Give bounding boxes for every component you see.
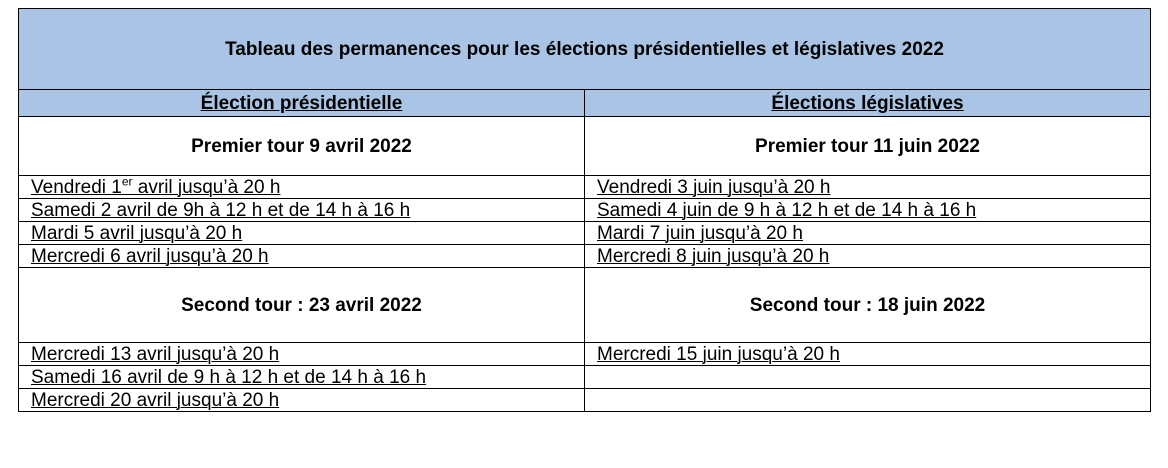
legislatives-first-round-date-3: Mardi 7 juin jusqu’à 20 h <box>585 222 1151 245</box>
presidentielle-first-round-date-4: Mercredi 6 avril jusqu’à 20 h <box>19 245 585 268</box>
legislatives-second-round-date-1: Mercredi 15 juin jusqu’à 20 h <box>585 343 1151 366</box>
presidentielle-second-round-date-3: Mercredi 20 avril jusqu’à 20 h <box>19 389 585 412</box>
presidentielle-first-round-date-2: Samedi 2 avril de 9h à 12 h et de 14 h à 16 h <box>19 199 585 222</box>
permanences-table <box>18 8 1151 412</box>
table-row <box>19 366 1151 389</box>
table-row <box>19 343 1151 366</box>
legislatives-first-round-label: Premier tour 11 juin 2022 <box>585 117 1151 176</box>
second-round-heading-row <box>19 268 1151 343</box>
presidentielle-second-round-date-2: Samedi 16 avril de 9 h à 12 h et de 14 h à 16 h <box>19 366 585 389</box>
legislatives-first-round-date-1: Vendredi 3 juin jusqu’à 20 h <box>585 176 1151 199</box>
table-row <box>19 389 1151 412</box>
presidentielle-first-round-date-1 <box>19 176 585 199</box>
empty-cell <box>585 389 1151 412</box>
ordinal-suffix: er <box>121 175 133 189</box>
table-row <box>19 176 1151 199</box>
table-title: Tableau des permanences pour les élections présidentielles et législatives 2022 <box>19 9 1151 90</box>
empty-cell <box>585 366 1151 389</box>
table-row <box>19 222 1151 245</box>
legislatives-second-round-label: Second tour : 18 juin 2022 <box>585 268 1151 343</box>
heading-presidentielle: Élection présidentielle <box>19 90 585 117</box>
column-heading-row <box>19 90 1151 117</box>
table-row <box>19 199 1151 222</box>
heading-legislatives: Élections législatives <box>585 90 1151 117</box>
date-text-rest: avril jusqu’à 20 h <box>132 176 281 198</box>
title-row <box>19 9 1151 90</box>
presidentielle-first-round-label: Premier tour 9 avril 2022 <box>19 117 585 176</box>
legislatives-first-round-date-2: Samedi 4 juin de 9 h à 12 h et de 14 h à 16 h <box>585 199 1151 222</box>
legislatives-first-round-date-4: Mercredi 8 juin jusqu’à 20 h <box>585 245 1151 268</box>
presidentielle-first-round-date-3: Mardi 5 avril jusqu’à 20 h <box>19 222 585 245</box>
presidentielle-second-round-label: Second tour : 23 avril 2022 <box>19 268 585 343</box>
table-row <box>19 245 1151 268</box>
date-text: Vendredi 1 <box>31 176 122 198</box>
presidentielle-second-round-date-1: Mercredi 13 avril jusqu’à 20 h <box>19 343 585 366</box>
first-round-heading-row <box>19 117 1151 176</box>
